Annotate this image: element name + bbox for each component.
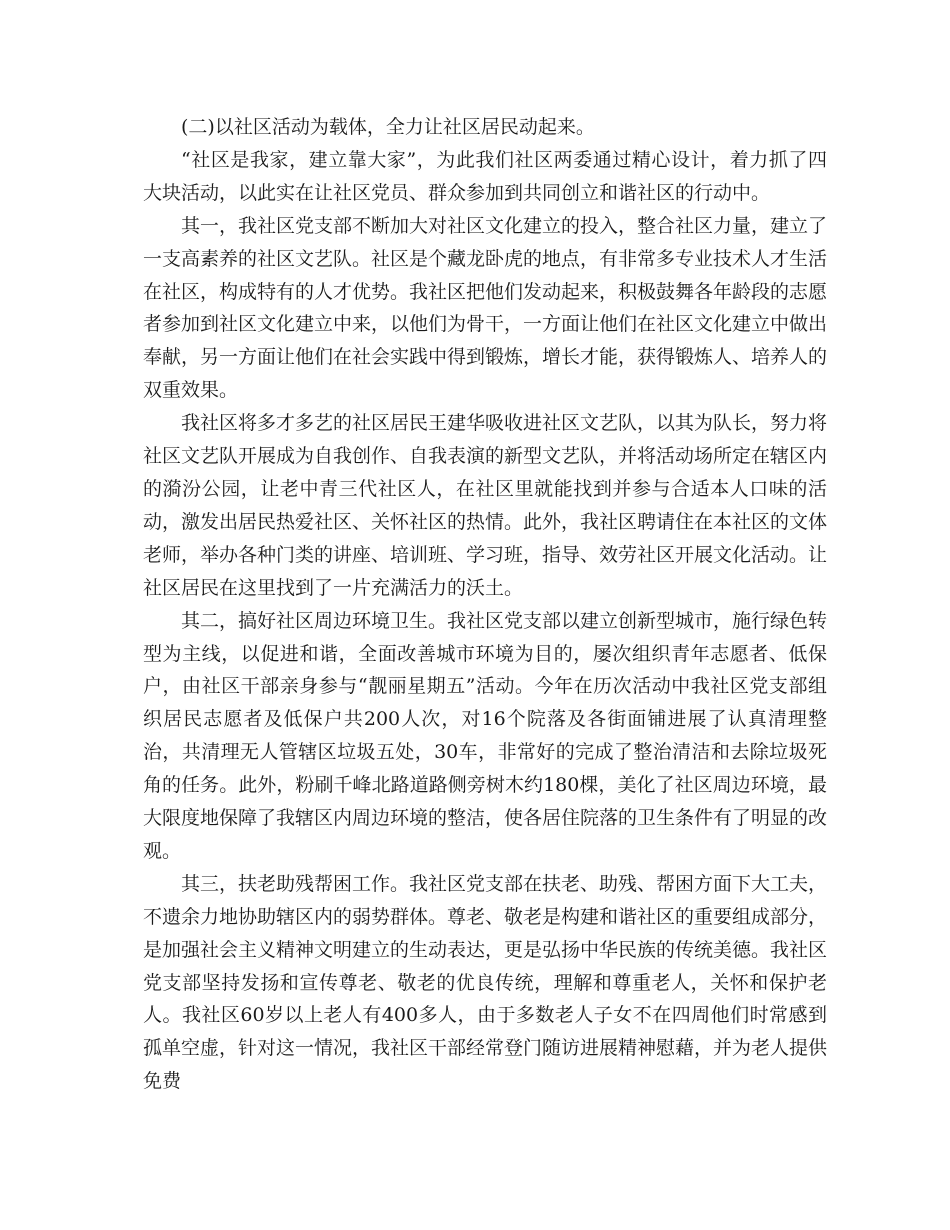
paragraph: 我社区将多才多艺的社区居民王建华吸收进社区文艺队，以其为队长，努力将社区文艺队开展成为自我创作、自我表演的新型文艺队，并将活动场所定在辖区内的漪汾公园，让老中青三代社区人，在社区里就能找到并参与合适本人口味的活动，激发出居民热爱社区、关怀社区的热情。此外，我社区聘请住在本社区的文体老师，举办各种门类的讲座、培训班、学习班，指导、效劳社区开展文化活动。让社区居民在这里找到了一片充满活力的沃土。 [143,412,828,599]
document-body [143,111,827,1098]
paragraph: 其二，搞好社区周边环境卫生。我社区党支部以建立创新型城市，施行绿色转型为主线，以促进和谐，全面改善城市环境为目的，屡次组织青年志愿者、低保户，由社区干部亲身参与“靓丽星期五”活动。今年在历次活动中我社区党支部组织居民志愿者及低保户共200人次，对16个院落及各街面铺进展了认真清理整治，共清理无人管辖区垃圾五处，30车，非常好的完成了整治清洁和去除垃圾死角的任务。此外，粉刷千峰北路道路侧旁树木约180棵，美化了社区周边环境，最大限度地保障了我辖区内周边环境的整洁，使各居住院落的卫生条件有了明显的改观。 [143,609,828,862]
paragraph: 其一，我社区党支部不断加大对社区文化建立的投入，整合社区力量，建立了一支高素养的社区文艺队。社区是个藏龙卧虎的地点，有非常多专业技术人才生活在社区，构成特有的人才优势。我社区把他们发动起来，积极鼓舞各年龄段的志愿者参加到社区文化建立中来，以他们为骨干，一方面让他们在社区文化建立中做出奉献，另一方面让他们在社会实践中得到锻炼，增长才能，获得锻炼人、培养人的双重效果。 [143,214,828,402]
paragraph-heading: (二)以社区活动为载体，全力让社区居民动起来。 [181,116,595,138]
paragraph: “社区是我家，建立靠大家”，为此我们社区两委通过精心设计，着力抓了四大块活动，以此实在让社区党员、群众参加到共同创立和谐社区的行动中。 [143,148,827,204]
paragraph: 其三，扶老助残帮困工作。我社区党支部在扶老、助残、帮困方面下大工夫，不遗余力地协助辖区内的弱势群体。尊老、敬老是构建和谐社区的重要组成部分，是加强社会主义精神文明建立的生动表达，更是弘扬中华民族的传统美德。我社区党支部坚持发扬和宣传尊老、敬老的优良传统，理解和尊重老人，关怀和保护老人。我社区60岁以上老人有400多人，由于多数老人子女不在四周他们时常感到孤单空虚，针对这一情况，我社区干部经常登门随访进展精神慰藉，并为老人提供免费 [143,872,828,1093]
